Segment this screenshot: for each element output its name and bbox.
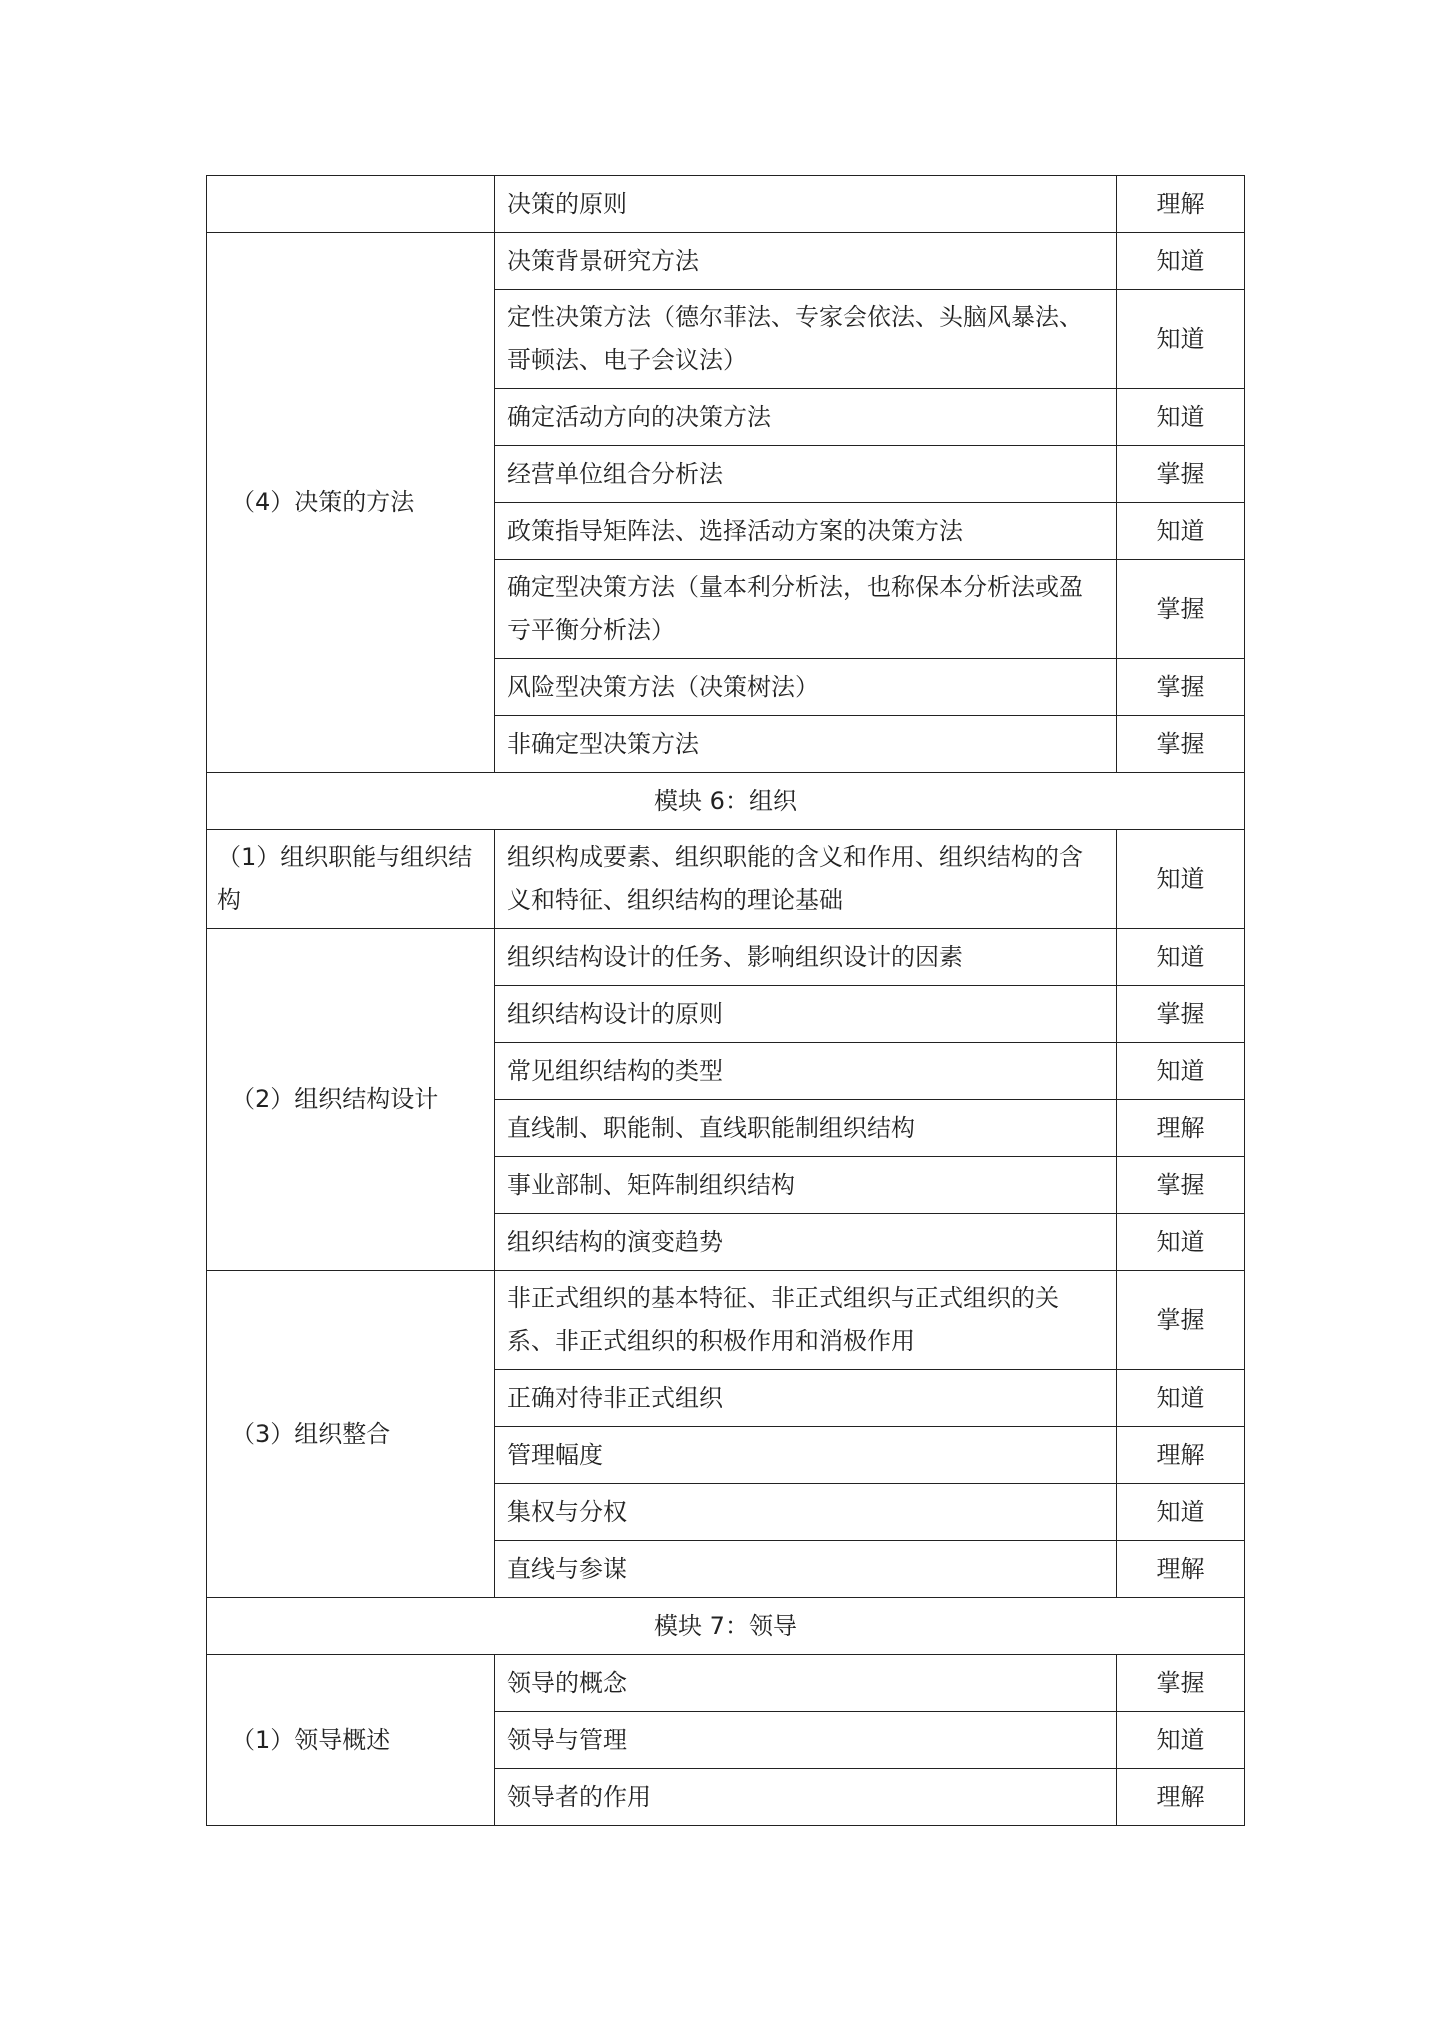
section-cell: （1）组织职能与组织结构 xyxy=(207,830,495,929)
module-title: 模块 6：组织 xyxy=(207,773,1245,830)
content-cell: 定性决策方法（德尔菲法、专家会依法、头脑风暴法、哥顿法、电子会议法） xyxy=(495,290,1117,389)
section-cell: （4）决策的方法 xyxy=(207,233,495,773)
content-cell: 风险型决策方法（决策树法） xyxy=(495,659,1117,716)
content-cell: 决策背景研究方法 xyxy=(495,233,1117,290)
level-cell: 知道 xyxy=(1117,1214,1245,1271)
content-cell: 政策指导矩阵法、选择活动方案的决策方法 xyxy=(495,503,1117,560)
level-cell: 知道 xyxy=(1117,1712,1245,1769)
table-row xyxy=(207,233,1245,290)
content-cell: 决策的原则 xyxy=(495,176,1117,233)
level-cell: 掌握 xyxy=(1117,716,1245,773)
module-header-row xyxy=(207,1598,1245,1655)
level-cell: 知道 xyxy=(1117,233,1245,290)
content-cell: 事业部制、矩阵制组织结构 xyxy=(495,1157,1117,1214)
content-cell: 直线制、职能制、直线职能制组织结构 xyxy=(495,1100,1117,1157)
content-cell: 非正式组织的基本特征、非正式组织与正式组织的关系、非正式组织的积极作用和消极作用 xyxy=(495,1271,1117,1370)
content-cell: 确定活动方向的决策方法 xyxy=(495,389,1117,446)
level-cell: 掌握 xyxy=(1117,1271,1245,1370)
level-cell: 知道 xyxy=(1117,290,1245,389)
section-cell: （2）组织结构设计 xyxy=(207,929,495,1271)
content-cell: 组织构成要素、组织职能的含义和作用、组织结构的含义和特征、组织结构的理论基础 xyxy=(495,830,1117,929)
content-cell: 确定型决策方法（量本利分析法，也称保本分析法或盈亏平衡分析法） xyxy=(495,560,1117,659)
outline-table xyxy=(206,175,1245,1826)
level-cell: 掌握 xyxy=(1117,560,1245,659)
level-cell: 理解 xyxy=(1117,1100,1245,1157)
level-cell: 知道 xyxy=(1117,503,1245,560)
content-cell: 集权与分权 xyxy=(495,1484,1117,1541)
table-row xyxy=(207,929,1245,986)
content-cell: 领导与管理 xyxy=(495,1712,1117,1769)
section-cell: （1）领导概述 xyxy=(207,1655,495,1826)
content-cell: 常见组织结构的类型 xyxy=(495,1043,1117,1100)
level-cell: 掌握 xyxy=(1117,1655,1245,1712)
level-cell: 知道 xyxy=(1117,830,1245,929)
content-cell: 管理幅度 xyxy=(495,1427,1117,1484)
level-cell: 理解 xyxy=(1117,176,1245,233)
level-cell: 理解 xyxy=(1117,1769,1245,1826)
content-cell: 经营单位组合分析法 xyxy=(495,446,1117,503)
level-cell: 掌握 xyxy=(1117,659,1245,716)
table-row xyxy=(207,830,1245,929)
level-cell: 知道 xyxy=(1117,1043,1245,1100)
content-cell: 非确定型决策方法 xyxy=(495,716,1117,773)
content-cell: 直线与参谋 xyxy=(495,1541,1117,1598)
level-cell: 掌握 xyxy=(1117,446,1245,503)
content-cell: 正确对待非正式组织 xyxy=(495,1370,1117,1427)
content-cell: 组织结构设计的任务、影响组织设计的因素 xyxy=(495,929,1117,986)
level-cell: 理解 xyxy=(1117,1541,1245,1598)
table-row xyxy=(207,1271,1245,1370)
section-cell: （3）组织整合 xyxy=(207,1271,495,1598)
module-title: 模块 7：领导 xyxy=(207,1598,1245,1655)
level-cell: 知道 xyxy=(1117,929,1245,986)
level-cell: 知道 xyxy=(1117,1484,1245,1541)
level-cell: 知道 xyxy=(1117,389,1245,446)
module-header-row xyxy=(207,773,1245,830)
content-cell: 领导的概念 xyxy=(495,1655,1117,1712)
table-row xyxy=(207,176,1245,233)
level-cell: 理解 xyxy=(1117,1427,1245,1484)
level-cell: 知道 xyxy=(1117,1370,1245,1427)
table-row xyxy=(207,1655,1245,1712)
content-cell: 组织结构的演变趋势 xyxy=(495,1214,1117,1271)
level-cell: 掌握 xyxy=(1117,1157,1245,1214)
level-cell: 掌握 xyxy=(1117,986,1245,1043)
section-cell xyxy=(207,176,495,233)
content-cell: 领导者的作用 xyxy=(495,1769,1117,1826)
content-cell: 组织结构设计的原则 xyxy=(495,986,1117,1043)
